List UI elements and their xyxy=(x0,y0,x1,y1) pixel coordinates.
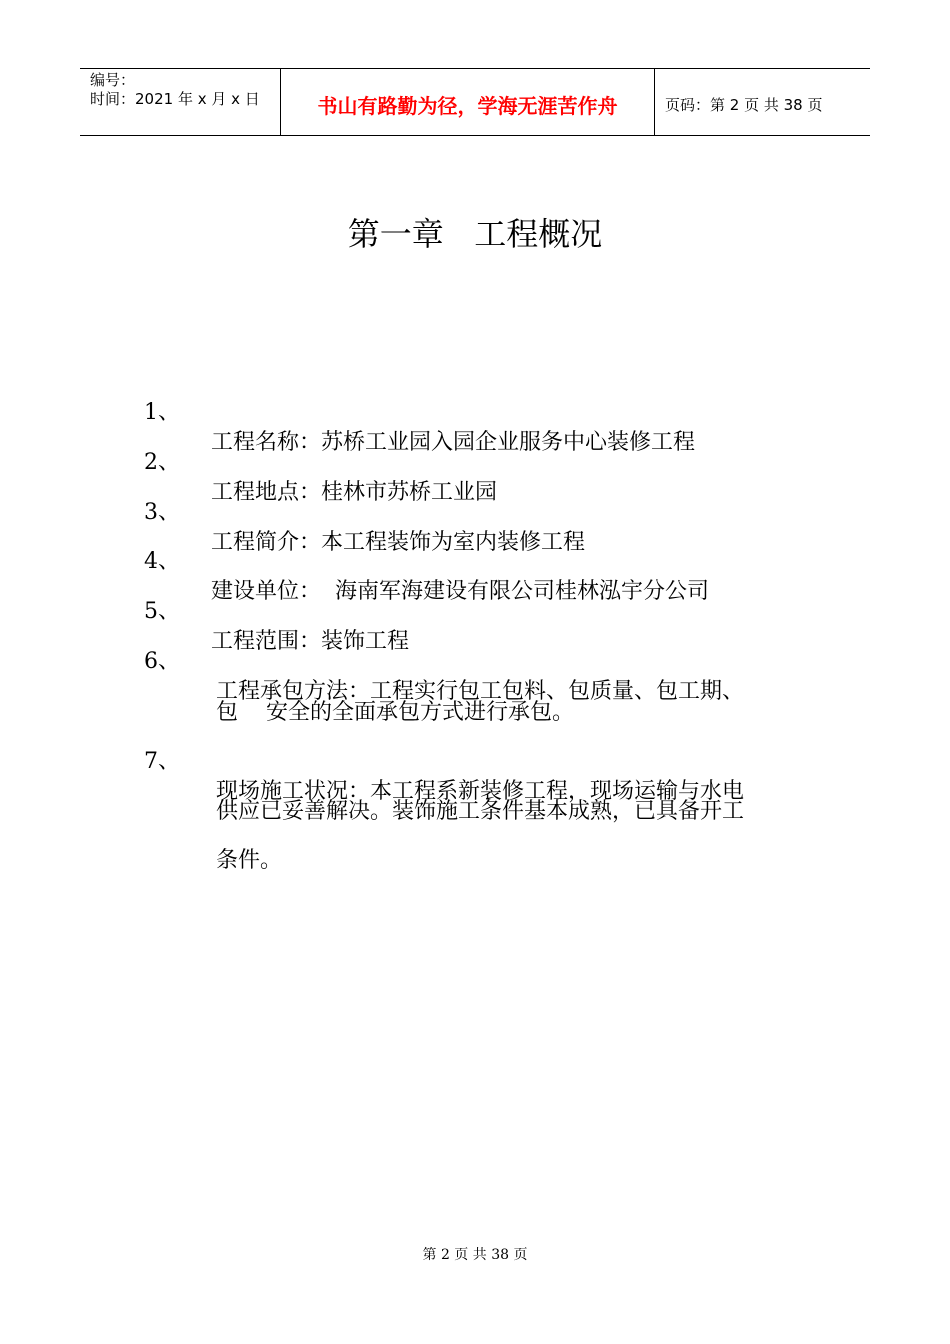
chapter-title: 第一章 工程概况 xyxy=(347,215,603,253)
item-text: 工程承包方法：工程实行包工包料、包质量、包工期、 xyxy=(216,679,745,704)
header-meta xyxy=(80,69,281,135)
item-number: 5、 xyxy=(144,599,180,624)
item-text: 工程简介：本工程装饰为室内装修工程 xyxy=(211,530,586,555)
item-number: 3、 xyxy=(144,500,180,525)
item-text: 建设单位： 海南军海建设有限公司桂林泓宇分公司 xyxy=(211,579,709,604)
item-text: 工程范围：装饰工程 xyxy=(211,629,410,654)
item-text: 供应已妥善解决。装饰施工条件基本成熟，已具备开工 xyxy=(216,799,745,824)
document-date: 时间：2021 年 x 月 x 日 xyxy=(90,90,260,108)
item-number: 4、 xyxy=(144,549,180,574)
item-text: 现场施工状况：本工程系新装修工程，现场运输与水电 xyxy=(216,779,745,804)
list-item-continuation xyxy=(0,816,950,876)
item-number: 1、 xyxy=(144,400,180,425)
item-number: 7、 xyxy=(144,749,180,774)
item-text: 包 安全的全面承包方式进行承包。 xyxy=(216,700,574,725)
header-motto: 书山有路勤为径，学海无涯苦作舟 xyxy=(281,69,655,135)
item-text: 工程名称：苏桥工业园入园企业服务中心装修工程 xyxy=(211,430,696,455)
document-number-label: 编号： xyxy=(90,71,136,89)
page-footer: 第 2 页 共 38 页 xyxy=(422,1247,528,1263)
item-number: 2、 xyxy=(144,450,180,475)
item-text: 条件。 xyxy=(216,848,283,873)
item-number: 6、 xyxy=(144,649,180,674)
item-text: 工程地点：桂林市苏桥工业园 xyxy=(211,480,498,505)
header-page-info: 页码：第 2 页 共 38 页 xyxy=(665,95,823,114)
page-header xyxy=(80,68,870,136)
